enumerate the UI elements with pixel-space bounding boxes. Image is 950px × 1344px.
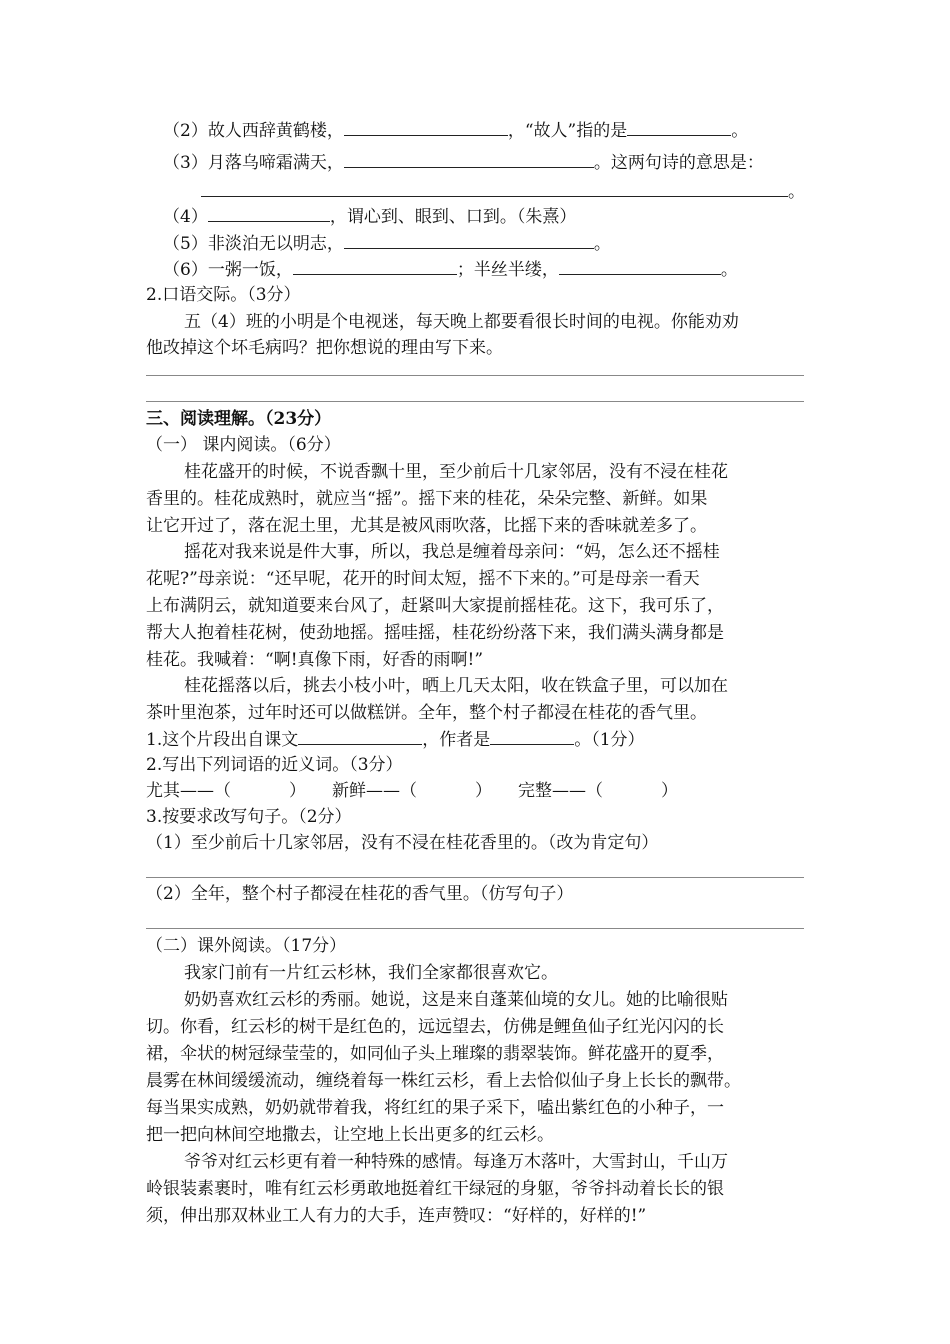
question-3-title: 3.按要求改写句子。（2分） [146, 807, 352, 827]
poem-q6-line [163, 258, 738, 280]
poem-q5-end: 。 [593, 234, 611, 254]
poem-q6-blank-1[interactable] [293, 258, 457, 275]
poem-q4-text-2: ，谓心到、眼到、口到。（朱熹） [329, 207, 577, 227]
poem-q5-line [163, 232, 611, 254]
question-3-1-answer-line[interactable] [146, 877, 804, 878]
synonym-word-3: 完整——（ [518, 781, 603, 801]
reading-sub1-title: （一） 课内阅读。（6分） [146, 435, 341, 455]
poem-q2-blank-2[interactable] [627, 119, 731, 136]
poem-q2-text: （2）故人西辞黄鹤楼， [163, 121, 344, 141]
passage2-line: 奶奶喜欢红云杉的秀丽。她说，这是来自蓬莱仙境的女儿。她的比喻很贴 [184, 990, 728, 1010]
poem-q4-text: （4） [163, 207, 208, 227]
poem-q5-blank[interactable] [344, 232, 594, 249]
passage2-line: 切。你看，红云杉的树干是红色的，远远望去，仿佛是鲤鱼仙子红光闪闪的长 [146, 1017, 724, 1037]
poem-q3-meaning-blank[interactable] [201, 180, 788, 197]
question-3-1: （1）至少前后十几家邻居，没有不浸在桂花香里的。（改为肯定句） [146, 833, 659, 853]
passage2-line: 我家门前有一片红云杉林，我们全家都很喜欢它。 [184, 963, 558, 983]
passage1-line: 让它开过了，落在泥土里，尤其是被风雨吹落，比摇下来的香味就差多了。 [146, 516, 707, 536]
passage1-line: 桂花盛开的时候，不说香飘十里，至少前后十几家邻居，没有不浸在桂花 [184, 462, 728, 482]
synonym-close-2: ） [475, 781, 492, 801]
passage1-line: 摇花对我来说是件大事，所以，我总是缠着母亲问：“妈，怎么还不摇桂 [184, 542, 720, 562]
poem-q2-blank-1[interactable] [344, 119, 508, 136]
poem-q3-text: （3）月落乌啼霜满天， [163, 153, 344, 173]
passage1-line: 帮大人抱着桂花树，使劲地摇。摇哇摇，桂花纷纷落下来，我们满头满身都是 [146, 623, 724, 643]
passage1-line: 茶叶里泡茶，过年时还可以做糕饼。全年，整个村子都浸在桂花的香气里。 [146, 703, 707, 723]
passage2-line: 爷爷对红云杉更有着一种特殊的感情。每逢万木落叶，大雪封山，千山万 [184, 1152, 728, 1172]
question-1-line [146, 728, 645, 750]
poem-q5-text: （5）非淡泊无以明志， [163, 234, 344, 254]
poem-q6-end: 。 [720, 260, 738, 280]
poem-q3-end: 。 [788, 182, 805, 202]
poem-q4-line [163, 205, 576, 227]
oral-prompt-line-2: 他改掉这个坏毛病吗？把你想说的理由写下来。 [146, 338, 503, 358]
question-1-text-3: 。（1分） [574, 730, 645, 750]
poem-q4-blank[interactable] [208, 205, 330, 222]
question-3-2: （2）全年，整个村子都浸在桂花的香气里。（仿写句子） [146, 884, 574, 904]
poem-q6-blank-2[interactable] [559, 258, 721, 275]
question-1-blank-author[interactable] [490, 728, 574, 745]
synonym-close-3: ） [661, 781, 678, 801]
poem-q3-text-2: 。这两句诗的意思是： [593, 153, 764, 173]
passage1-line: 香里的。桂花成熟时，就应当“摇”。摇下来的桂花，朵朵完整、新鲜。如果 [146, 489, 708, 509]
passage2-line: 每当果实成熟，奶奶就带着我，将红红的果子采下，嗑出紫红色的小种子，一 [146, 1098, 724, 1118]
poem-q6-text-2: ；半丝半缕， [456, 260, 559, 280]
synonym-word-1: 尤其——（ [146, 781, 231, 801]
passage2-line: 岭银装素裹时，唯有红云杉勇敢地挺着红干绿冠的身躯，爷爷抖动着长长的银 [146, 1179, 724, 1199]
poem-q3-line [163, 151, 764, 173]
passage2-line: 晨雾在林间缓缓流动，缠绕着每一株红云杉，看上去恰似仙子身上长长的飘带。 [146, 1071, 741, 1091]
poem-q3-blank-1[interactable] [344, 151, 594, 168]
passage1-line: 桂花摇落以后，挑去小枝小叶，晒上几天太阳，收在铁盒子里，可以加在 [184, 676, 728, 696]
reading-section-title: 三、阅读理解。（23分） [146, 409, 332, 429]
passage2-line: 须，伸出那双林业工人有力的大手，连声赞叹：“好样的，好样的!” [146, 1206, 647, 1226]
question-1-blank-lesson[interactable] [298, 728, 422, 745]
question-2-title: 2.写出下列词语的近义词。（3分） [146, 755, 403, 775]
poem-q2-line [163, 119, 748, 141]
poem-q2-text-2: ，“故人”指的是 [507, 121, 628, 141]
synonym-word-2: 新鲜——（ [332, 781, 417, 801]
question-2-words [146, 780, 678, 802]
passage1-line: 上布满阴云，就知道要来台风了，赶紧叫大家提前摇桂花。这下，我可乐了， [146, 596, 724, 616]
reading-sub2-title: （二）课外阅读。（17分） [146, 936, 347, 956]
poem-q2-end: 。 [731, 121, 749, 141]
question-1-text-2: ，作者是 [422, 730, 491, 750]
oral-answer-line-1[interactable] [146, 375, 804, 376]
poem-q6-text: （6）一粥一饭， [163, 260, 293, 280]
question-1-text: 1.这个片段出自课文 [146, 730, 299, 750]
passage1-line: 桂花。我喊着：“啊!真像下雨，好香的雨啊!” [146, 650, 484, 670]
oral-title: 2.口语交际。（3分） [146, 285, 301, 305]
passage2-line: 裙，伞状的树冠绿莹莹的，如同仙子头上璀璨的翡翠装饰。鲜花盛开的夏季， [146, 1044, 724, 1064]
question-3-2-answer-line[interactable] [146, 928, 804, 929]
passage1-line: 花呢?”母亲说：“还早呢，花开的时间太短，摇不下来的。”可是母亲一看天 [146, 569, 700, 589]
oral-answer-line-2[interactable] [146, 401, 804, 402]
synonym-close-1: ） [289, 781, 306, 801]
passage2-line: 把一把向林间空地撒去，让空地上长出更多的红云杉。 [146, 1125, 554, 1145]
oral-prompt-line-1: 五（4）班的小明是个电视迷，每天晚上都要看很长时间的电视。你能劝劝 [184, 312, 739, 332]
poem-q3-meaning-line [201, 180, 805, 202]
